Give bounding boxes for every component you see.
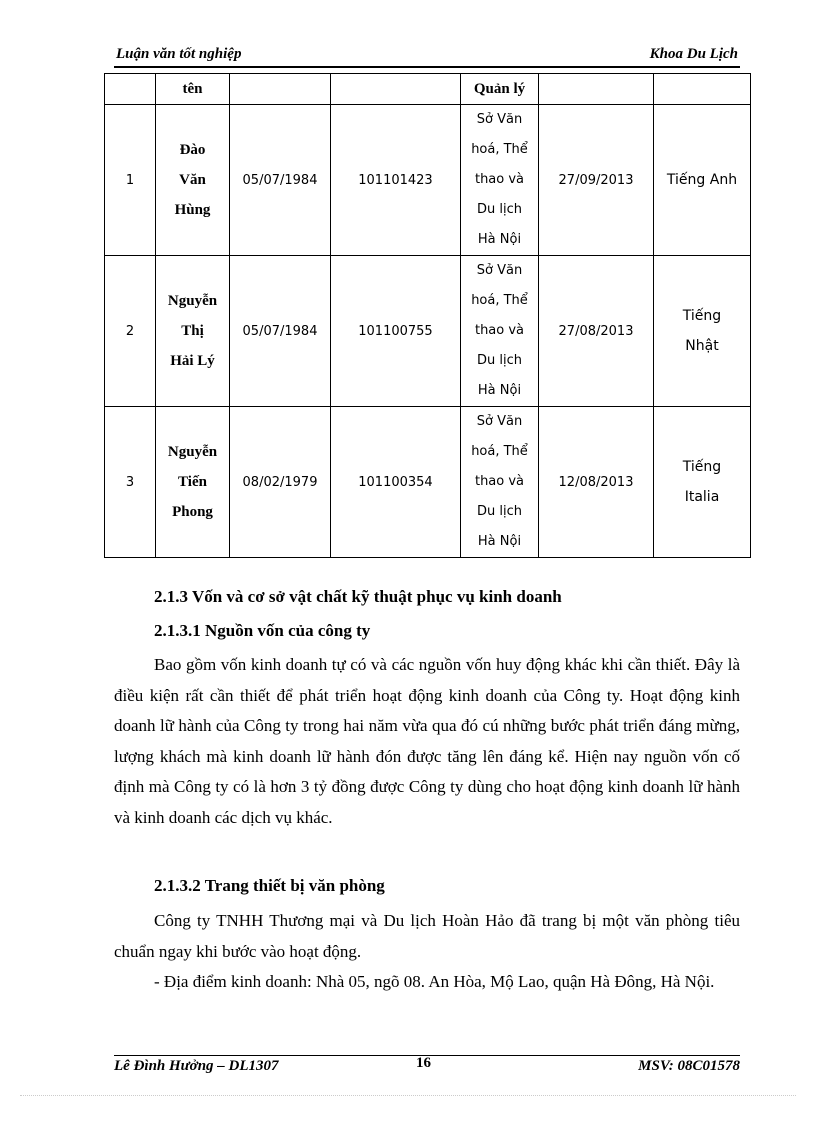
name-line: Thị — [181, 323, 204, 339]
org-line: Hà Nội — [477, 383, 522, 398]
org-line: thao và — [474, 323, 525, 338]
cell-org — [461, 407, 539, 558]
org-line: Sở Văn — [476, 263, 523, 278]
cell-org — [461, 256, 539, 407]
cell-number: 1 — [105, 105, 156, 256]
cell-card-number: 101100755 — [331, 256, 461, 407]
footer-student-id: MSV: 08C01578 — [638, 1058, 740, 1074]
header-cell-org: Quản lý — [461, 74, 539, 105]
cell-issue-date: 12/08/2013 — [539, 407, 654, 558]
cell-name — [156, 105, 230, 256]
table-row — [105, 256, 751, 407]
name-line: Đào — [179, 142, 206, 158]
cell-name — [156, 407, 230, 558]
org-line: hoá, Thể — [471, 444, 528, 459]
header-cell — [230, 74, 331, 105]
header-thesis-label: Luận văn tốt nghiệp — [116, 46, 242, 62]
page-header — [114, 44, 740, 68]
cell-name — [156, 256, 230, 407]
language-line: Tiếng — [682, 459, 722, 475]
cell-card-number: 101101423 — [331, 105, 461, 256]
org-line: Du lịch — [477, 504, 522, 519]
org-line: thao và — [474, 172, 525, 187]
cell-dob: 05/07/1984 — [230, 256, 331, 407]
heading-2-1-3: 2.1.3 Vốn và cơ sở vật chất kỹ thuật phục vụ kinh doanh — [154, 587, 562, 606]
cell-org — [461, 105, 539, 256]
header-faculty-label: Khoa Du Lịch — [649, 46, 738, 62]
name-line: Hải Lý — [170, 353, 215, 369]
header-cell — [105, 74, 156, 105]
org-line: Hà Nội — [477, 232, 522, 247]
table-header-row — [105, 74, 751, 105]
heading-2-1-3-2: 2.1.3.2 Trang thiết bị văn phòng — [154, 876, 385, 895]
paragraph-office — [114, 906, 740, 998]
name-line: Nguyễn — [167, 444, 218, 460]
org-line: Hà Nội — [477, 534, 522, 549]
guide-table — [104, 73, 751, 558]
cell-language — [654, 256, 751, 407]
name-line: Văn — [179, 172, 206, 188]
table-row — [105, 407, 751, 558]
cell-card-number: 101100354 — [331, 407, 461, 558]
language-line: Tiếng — [682, 308, 722, 324]
cell-language — [654, 407, 751, 558]
org-line: Du lịch — [477, 202, 522, 217]
org-line: hoá, Thể — [471, 293, 528, 308]
header-cell — [331, 74, 461, 105]
cell-issue-date: 27/09/2013 — [539, 105, 654, 256]
table-row — [105, 105, 751, 256]
cell-issue-date: 27/08/2013 — [539, 256, 654, 407]
header-cell — [539, 74, 654, 105]
org-line: thao và — [474, 474, 525, 489]
org-line: Sở Văn — [476, 414, 523, 429]
header-cell — [654, 74, 751, 105]
footer-author: Lê Đình Hưởng – DL1307 — [114, 1058, 279, 1074]
heading-2-1-3-1: 2.1.3.1 Nguồn vốn của công ty — [154, 621, 371, 640]
name-line: Nguyễn — [167, 293, 218, 309]
paragraph-text: Công ty TNHH Thương mại và Du lịch Hoàn Hảo đã trang bị một văn phòng tiêu chuẩn ngay khi bước vào hoạt động. — [114, 911, 740, 961]
paragraph-capital — [114, 650, 740, 833]
cell-number: 2 — [105, 256, 156, 407]
cell-language — [654, 105, 751, 256]
cell-number: 3 — [105, 407, 156, 558]
header-cell-name: tên — [156, 74, 230, 105]
paragraph-address: - Địa điểm kinh doanh: Nhà 05, ngõ 08. An Hòa, Mộ Lao, quận Hà Đông, Hà Nội. — [154, 972, 715, 991]
name-line: Hùng — [174, 202, 211, 218]
org-line: hoá, Thể — [471, 142, 528, 157]
page-number: 16 — [416, 1055, 431, 1071]
org-line: Du lịch — [477, 353, 522, 368]
language-line: Italia — [684, 489, 720, 505]
name-line: Phong — [172, 504, 213, 520]
language-line: Nhật — [685, 338, 719, 354]
page-edge-divider — [20, 1095, 796, 1096]
cell-dob: 08/02/1979 — [230, 407, 331, 558]
org-line: Sở Văn — [476, 112, 523, 127]
name-line: Tiến — [178, 474, 207, 490]
cell-dob: 05/07/1984 — [230, 105, 331, 256]
paragraph-text: Bao gồm vốn kinh doanh tự có và các nguồn vốn huy động khác khi cần thiết. Đây là điều kiện rất cần thiết để phát triển hoạt động kinh doanh của Công ty. Hoạt động kinh doanh lữ hành của Công ty trong hai năm vừa qua đó cú những bước phát triển đáng mừng, lượng khách mà kinh doanh lữ hành đón được tăng lên đáng kể. Hiện nay nguồn vốn cố định mà Công ty có là hơn 3 tỷ đồng được Công ty dùng cho hoạt động kinh doanh lữ hành và kinh doanh các dịch vụ khác. — [114, 655, 740, 827]
language-line: Tiếng Anh — [666, 172, 738, 188]
